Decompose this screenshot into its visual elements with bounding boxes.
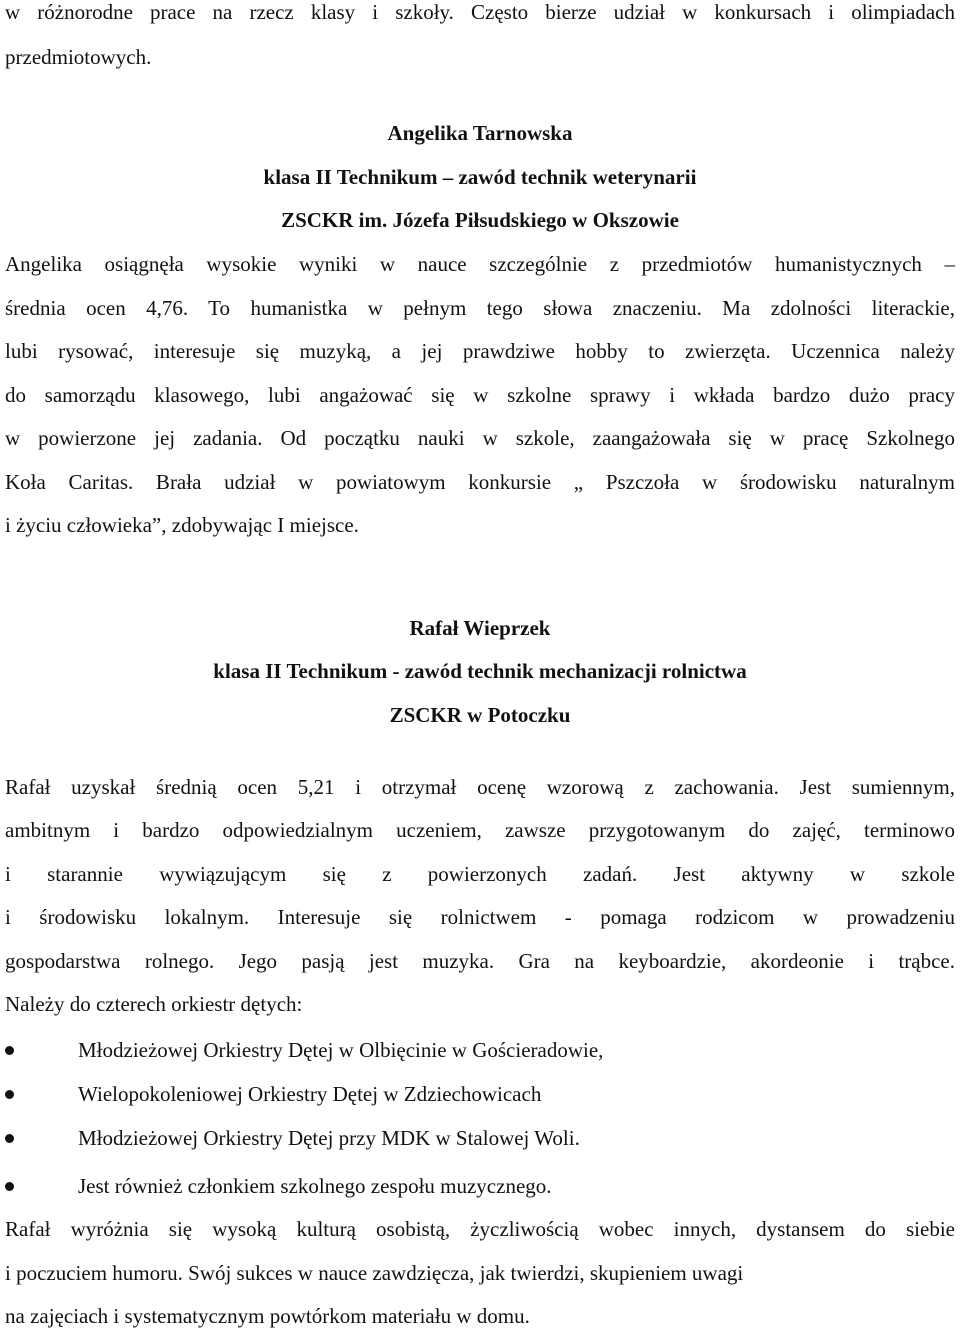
- intro-line-2: przedmiotowych.: [5, 45, 152, 69]
- student1-desc-line-3: lubi rysować, interesuje się muzyką, a jej prawdziwe hobby to zwierzęta. Uczennica należy: [5, 339, 955, 363]
- bullet-dot-icon: [5, 1046, 14, 1055]
- student1-class: klasa II Technikum – zawód technik weterynarii: [263, 165, 697, 189]
- student1-desc-line-6: Koła Caritas. Brała udział w powiatowym konkursie „ Pszczoła w środowisku naturalnym: [5, 470, 955, 494]
- list-item: Jest również członkiem szkolnego zespołu muzycznego.: [78, 1174, 552, 1198]
- student1-desc-line-2: średnia ocen 4,76. To humanistka w pełnym tego słowa znaczeniu. Ma zdolności literackie,: [5, 296, 955, 320]
- student2-desc-line-5: gospodarstwa rolnego. Jego pasją jest muzyka. Gra na keyboardzie, akordeonie i trąbce.: [5, 949, 955, 973]
- student2-desc-line-1: Rafał uzyskał średnią ocen 5,21 i otrzymał ocenę wzorową z zachowania. Jest sumiennym,: [5, 775, 955, 799]
- student2-class: klasa II Technikum - zawód technik mechanizacji rolnictwa: [213, 659, 747, 683]
- student1-desc-line-4: do samorządu klasowego, lubi angażować się w szkolne sprawy i wkłada bardzo dużo pracy: [5, 383, 955, 407]
- student1-desc-line-5: w powierzone jej zadania. Od początku nauki w szkole, zaangażowała się w pracę Szkolnego: [5, 426, 955, 450]
- list-item: Młodzieżowej Orkiestry Dętej przy MDK w Stalowej Woli.: [78, 1126, 580, 1150]
- list-item: Młodzieżowej Orkiestry Dętej w Olbięcinie w Gościeradowie,: [78, 1038, 604, 1062]
- bullet-dot-icon: [5, 1182, 14, 1191]
- closing-line-3: na zajęciach i systematycznym powtórkom materiału w domu.: [5, 1304, 530, 1328]
- student1-desc-line-1: Angelika osiągnęła wysokie wyniki w nauce szczególnie z przedmiotów humanistycznych –: [5, 252, 955, 276]
- list-item: Wielopokoleniowej Orkiestry Dętej w Zdziechowicach: [78, 1082, 542, 1106]
- bullet-dot-icon: [5, 1090, 14, 1099]
- student1-school: ZSCKR im. Józefa Piłsudskiego w Okszowie: [281, 208, 679, 232]
- closing-line-1: Rafał wyróżnia się wysoką kulturą osobistą, życzliwością wobec innych, dystansem do siebie: [5, 1217, 955, 1241]
- student2-desc-line-6: Należy do czterech orkiestr dętych:: [5, 992, 303, 1016]
- student2-school: ZSCKR w Potoczku: [389, 703, 571, 727]
- student2-name: Rafał Wieprzek: [409, 616, 551, 640]
- bullet-dot-icon: [5, 1134, 14, 1143]
- student1-desc-line-7: i życiu człowieka”, zdobywając I miejsce.: [5, 513, 359, 537]
- intro-line-1: w różnorodne prace na rzecz klasy i szkoły. Często bierze udział w konkursach i olimpiadach: [5, 0, 955, 24]
- student1-name: Angelika Tarnowska: [387, 121, 573, 145]
- closing-line-2: i poczuciem humoru. Swój sukces w nauce zawdzięcza, jak twierdzi, skupieniem uwagi: [5, 1261, 744, 1285]
- student2-desc-line-3: i starannie wywiązującym się z powierzonych zadań. Jest aktywny w szkole: [5, 862, 955, 886]
- student2-desc-line-4: i środowisku lokalnym. Interesuje się rolnictwem - pomaga rodzicom w prowadzeniu: [5, 905, 955, 929]
- student2-desc-line-2: ambitnym i bardzo odpowiedzialnym uczeniem, zawsze przygotowanym do zajęć, terminowo: [5, 818, 955, 842]
